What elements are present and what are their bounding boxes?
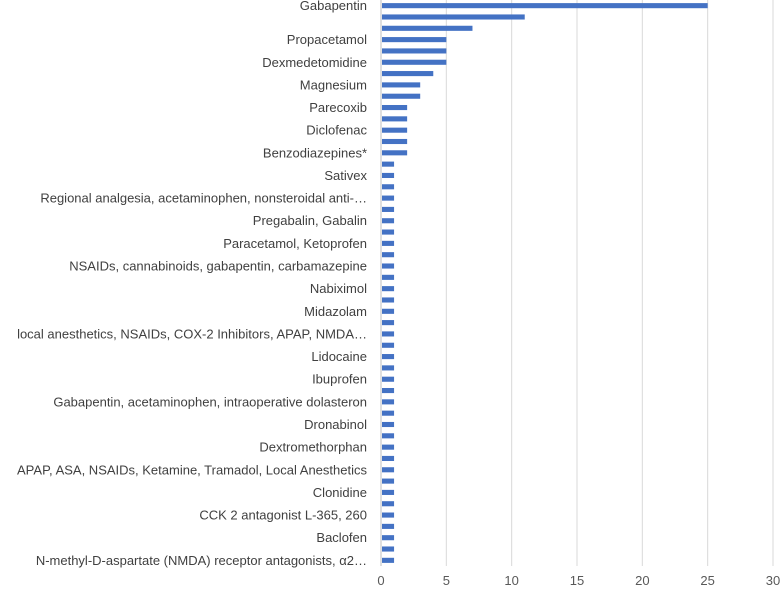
category-label: Parecoxib [309,100,367,116]
bar [382,94,420,99]
bar [382,263,394,268]
bar [382,422,394,427]
bar [382,399,394,404]
x-tick-label: 30 [765,573,781,588]
bar [382,546,394,551]
x-tick-label: 20 [635,573,650,588]
bar [382,173,394,178]
bar [382,411,394,416]
x-tick-label: 10 [504,573,519,588]
bar [382,354,394,359]
bar [382,48,446,53]
bar [382,331,394,336]
bar [382,26,472,31]
bar [382,275,394,280]
bar [382,343,394,348]
bar [382,71,433,76]
bar [382,309,394,314]
category-label: Pregabalin, Gabalin [252,213,367,229]
bar [382,128,407,133]
bar [382,105,407,110]
category-label: Dronabinol [304,417,367,432]
bar [382,535,394,540]
x-axis-tick-labels [377,573,780,588]
x-tick-label: 25 [700,573,715,588]
bar [382,116,407,121]
bar [382,479,394,484]
category-label: Magnesium [299,77,367,93]
category-label: Diclofenac [306,122,367,138]
category-label: Gabapentin [299,0,367,14]
bar [382,241,394,246]
bar [382,490,394,495]
bar [382,467,394,472]
bar [382,558,394,563]
category-label: Midazolam [304,303,367,319]
category-label: Dextromethorphan [259,439,367,455]
bar [382,456,394,461]
category-label: Regional analgesia, acetaminophen, nonsteroidal anti-… [40,190,367,206]
category-label: Ibuprofen [312,371,367,387]
category-label: Gabapentin, acetaminophen, intraoperative dolasteron [53,394,367,410]
bar [382,37,446,42]
bars [382,3,708,563]
bar [382,320,394,325]
category-label: Propacetamol [286,32,367,48]
bar [382,252,394,257]
bar [382,82,420,87]
bar [382,433,394,438]
bar [382,60,446,65]
category-label: NSAIDs, cannabinoids, gabapentin, carbamazepine [69,258,367,274]
bar [382,377,394,382]
category-label: Dexmedetomidine [262,54,367,70]
bar [382,501,394,506]
x-tick-label: 15 [569,573,585,588]
bar [382,139,407,144]
category-label: local anesthetics, NSAIDs, COX-2 Inhibitors, APAP, NMDA… [17,326,367,342]
category-label: N-methyl-D-aspartate (NMDA) receptor antagonists, α2… [35,552,367,568]
bar [382,388,394,393]
category-labels [17,0,367,568]
bar [382,297,394,302]
bar [382,230,394,235]
bar [382,218,394,223]
category-label: Lidocaine [311,349,367,365]
bar [382,162,394,167]
category-label: CCK 2 antagonist L-365, 260 [199,507,367,523]
category-label: Nabiximol [309,281,367,297]
bar [382,14,525,19]
bar [382,513,394,518]
category-label: Paracetamol, Ketoprofen [223,235,367,251]
bar [382,3,708,8]
x-tick-label: 0 [377,573,385,588]
gridlines [446,0,773,566]
category-label: Benzodiazepines* [262,145,367,161]
bar [382,184,394,189]
category-label: Sativex [324,167,367,183]
x-tick-label: 5 [442,573,450,588]
category-label: APAP, ASA, NSAIDs, Ketamine, Tramadol, Local Anesthetics [17,462,367,478]
bar [382,196,394,201]
bar [382,445,394,450]
category-label: Clonidine [312,484,367,500]
bar [382,286,394,291]
bar [382,524,394,529]
bar [382,365,394,370]
category-label: Baclofen [316,530,367,546]
bar [382,150,407,155]
bar [382,207,394,212]
